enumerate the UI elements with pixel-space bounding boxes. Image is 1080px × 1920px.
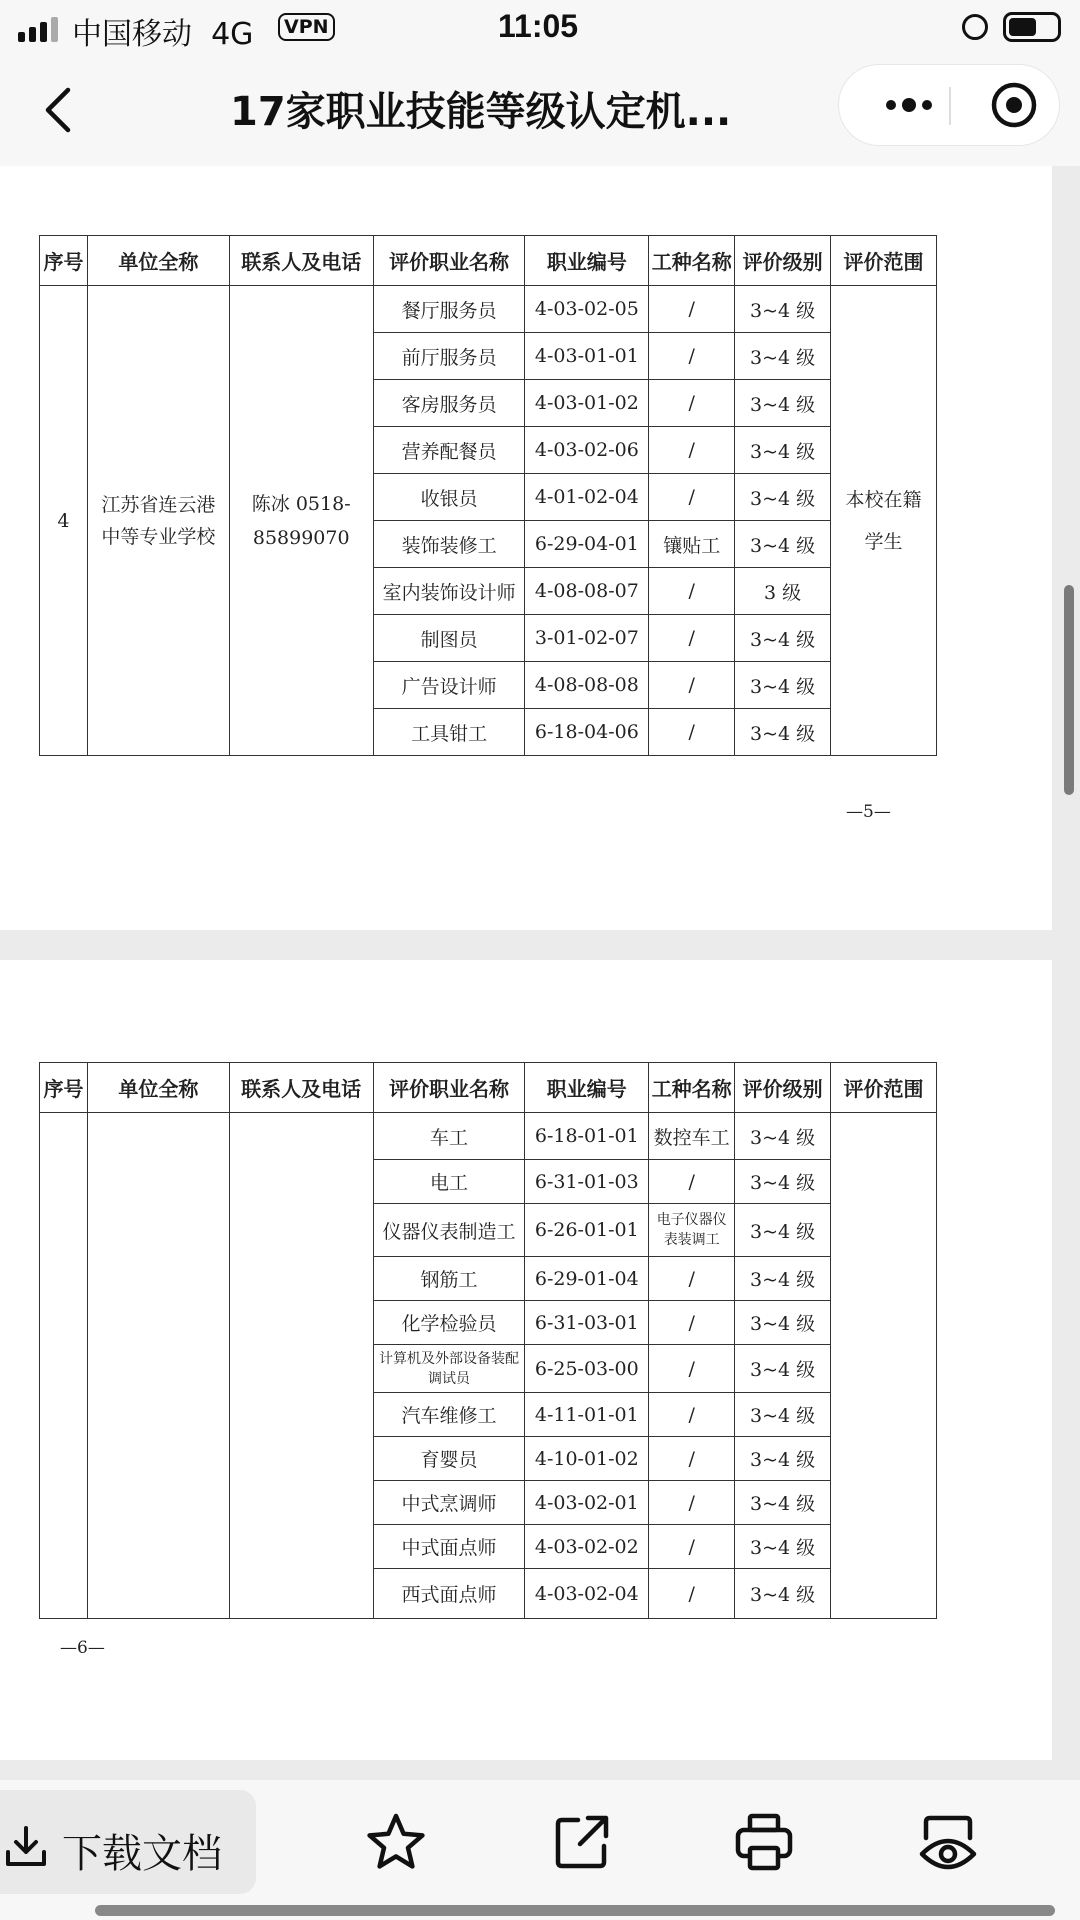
code-cell: 4-01-02-04: [525, 474, 649, 521]
occupation-cell: 收银员: [373, 474, 525, 521]
code-cell: 4-03-02-02: [525, 1525, 649, 1569]
occupation-cell: 汽车维修工: [373, 1393, 525, 1437]
occupation-cell: 装饰装修工: [373, 521, 525, 568]
type-cell: /: [649, 1393, 735, 1437]
code-cell: 4-10-01-02: [525, 1437, 649, 1481]
occupation-cell: 中式烹调师: [373, 1481, 525, 1525]
code-cell: 4-03-02-05: [525, 286, 649, 333]
header-unit: 单位全称: [87, 236, 229, 286]
header-seq: 序号: [40, 1063, 88, 1113]
level-cell: 3~4 级: [735, 333, 831, 380]
table-row: [40, 1113, 937, 1160]
type-cell: /: [649, 1525, 735, 1569]
header-type: 工种名称: [649, 236, 735, 286]
level-cell: 3~4 级: [735, 1257, 831, 1301]
level-cell: 3~4 级: [735, 380, 831, 427]
type-cell: /: [649, 1301, 735, 1345]
header-code: 职业编号: [525, 236, 649, 286]
occupation-cell: 钢筋工: [373, 1257, 525, 1301]
level-cell: 3~4 级: [735, 662, 831, 709]
share-icon[interactable]: [550, 1810, 614, 1874]
contact-cell: [229, 1113, 373, 1619]
level-cell: 3~4 级: [735, 1301, 831, 1345]
code-cell: 6-25-03-00: [525, 1345, 649, 1393]
contact-cell: 陈冰 0518-85899070: [229, 286, 373, 756]
level-cell: 3 级: [735, 568, 831, 615]
level-cell: 3~4 级: [735, 1481, 831, 1525]
home-indicator[interactable]: [95, 1905, 1055, 1916]
occupation-table-1: [39, 235, 937, 756]
unit-cell: [87, 1113, 229, 1619]
code-cell: 4-08-08-07: [525, 568, 649, 615]
more-icon[interactable]: [869, 65, 949, 145]
type-cell: /: [649, 427, 735, 474]
occupation-table-2: [39, 1062, 937, 1619]
header-occupation: 评价职业名称: [373, 236, 525, 286]
occupation-cell: 前厅服务员: [373, 333, 525, 380]
level-cell: 3~4 级: [735, 1160, 831, 1204]
level-cell: 3~4 级: [735, 286, 831, 333]
level-cell: 3~4 级: [735, 427, 831, 474]
occupation-cell: 仪器仪表制造工: [373, 1204, 525, 1257]
type-cell: 镶贴工: [649, 521, 735, 568]
download-button[interactable]: [0, 1790, 256, 1894]
scrollbar[interactable]: [1064, 585, 1074, 795]
bottom-toolbar: [0, 1780, 1080, 1920]
code-cell: 4-03-02-01: [525, 1481, 649, 1525]
unit-cell: 江苏省连云港中等专业学校: [87, 286, 229, 756]
table-row: [40, 286, 937, 333]
code-cell: 4-03-02-06: [525, 427, 649, 474]
page-number: —5—: [846, 802, 891, 822]
type-cell: /: [649, 568, 735, 615]
level-cell: 3~4 级: [735, 1204, 831, 1257]
clock: 11:05: [498, 8, 579, 44]
code-cell: 4-03-01-02: [525, 380, 649, 427]
type-cell: /: [649, 709, 735, 756]
level-cell: 3~4 级: [735, 1569, 831, 1619]
header-scope: 评价范围: [831, 236, 937, 286]
type-cell: /: [649, 1257, 735, 1301]
type-cell: /: [649, 380, 735, 427]
header-scope: 评价范围: [831, 1063, 937, 1113]
table-header-row: [40, 236, 937, 286]
status-bar: [0, 0, 1080, 58]
vpn-badge: VPN: [278, 13, 335, 41]
type-cell: /: [649, 615, 735, 662]
type-cell: /: [649, 474, 735, 521]
table-header-row: [40, 1063, 937, 1113]
battery-icon: [1003, 12, 1061, 42]
back-icon[interactable]: [30, 80, 90, 140]
occupation-cell: 西式面点师: [373, 1569, 525, 1619]
header-code: 职业编号: [525, 1063, 649, 1113]
level-cell: 3~4 级: [735, 474, 831, 521]
signal-icon: [18, 17, 58, 42]
header-occupation: 评价职业名称: [373, 1063, 525, 1113]
type-cell: /: [649, 1160, 735, 1204]
print-icon[interactable]: [732, 1810, 796, 1874]
occupation-cell: 室内装饰设计师: [373, 568, 525, 615]
seq-cell: 4: [40, 286, 88, 756]
seq-cell: [40, 1113, 88, 1619]
level-cell: 3~4 级: [735, 1393, 831, 1437]
document-page-6: [0, 960, 1052, 1760]
occupation-cell: 客房服务员: [373, 380, 525, 427]
download-label: 下载文档: [62, 1831, 222, 1877]
code-cell: 6-29-01-04: [525, 1257, 649, 1301]
level-cell: 3~4 级: [735, 1525, 831, 1569]
occupation-cell: 中式面点师: [373, 1525, 525, 1569]
occupation-cell: 车工: [373, 1113, 525, 1160]
network-label: 4G: [211, 17, 254, 52]
level-cell: 3~4 级: [735, 1345, 831, 1393]
download-icon: [2, 1822, 50, 1870]
code-cell: 6-18-01-01: [525, 1113, 649, 1160]
code-cell: 6-29-04-01: [525, 521, 649, 568]
code-cell: 6-18-04-06: [525, 709, 649, 756]
header-level: 评价级别: [735, 236, 831, 286]
code-cell: 4-08-08-08: [525, 662, 649, 709]
occupation-cell: 制图员: [373, 615, 525, 662]
target-icon[interactable]: [974, 65, 1054, 145]
code-cell: 4-11-01-01: [525, 1393, 649, 1437]
type-cell: /: [649, 1481, 735, 1525]
type-cell: /: [649, 1437, 735, 1481]
level-cell: 3~4 级: [735, 1437, 831, 1481]
type-cell: /: [649, 1345, 735, 1393]
occupation-cell: 工具钳工: [373, 709, 525, 756]
occupation-cell: 营养配餐员: [373, 427, 525, 474]
level-cell: 3~4 级: [735, 615, 831, 662]
header-unit: 单位全称: [87, 1063, 229, 1113]
header-seq: 序号: [40, 236, 88, 286]
occupation-cell: 电工: [373, 1160, 525, 1204]
scope-cell: 本校在籍学生: [831, 286, 937, 756]
carrier-label: 中国移动 4G: [72, 17, 254, 52]
type-cell: /: [649, 662, 735, 709]
capsule-divider: [949, 87, 951, 125]
code-cell: 4-03-02-04: [525, 1569, 649, 1619]
scope-cell: [831, 1113, 937, 1619]
header-contact: 联系人及电话: [229, 1063, 373, 1113]
page-title: 17家职业技能等级认定机...: [230, 89, 732, 135]
header-contact: 联系人及电话: [229, 236, 373, 286]
header-level: 评价级别: [735, 1063, 831, 1113]
occupation-cell: 计算机及外部设备装配调试员: [373, 1345, 525, 1393]
star-icon[interactable]: [364, 1810, 428, 1874]
code-cell: 6-31-03-01: [525, 1301, 649, 1345]
level-cell: 3~4 级: [735, 709, 831, 756]
code-cell: 4-03-01-01: [525, 333, 649, 380]
code-cell: 6-31-01-03: [525, 1160, 649, 1204]
type-cell: 电子仪器仪表装调工: [649, 1204, 735, 1257]
code-cell: 6-26-01-01: [525, 1204, 649, 1257]
nav-bar: [0, 58, 1080, 166]
occupation-cell: 广告设计师: [373, 662, 525, 709]
occupation-cell: 育婴员: [373, 1437, 525, 1481]
page-number: —6—: [60, 1638, 105, 1658]
type-cell: /: [649, 1569, 735, 1619]
document-page-5: [0, 166, 1052, 930]
occupation-cell: 餐厅服务员: [373, 286, 525, 333]
level-cell: 3~4 级: [735, 1113, 831, 1160]
view-icon[interactable]: [916, 1810, 980, 1874]
header-type: 工种名称: [649, 1063, 735, 1113]
level-cell: 3~4 级: [735, 521, 831, 568]
type-cell: /: [649, 286, 735, 333]
type-cell: 数控车工: [649, 1113, 735, 1160]
rotation-lock-icon: [962, 14, 988, 40]
type-cell: /: [649, 333, 735, 380]
mini-program-capsule: [838, 64, 1060, 146]
code-cell: 3-01-02-07: [525, 615, 649, 662]
occupation-cell: 化学检验员: [373, 1301, 525, 1345]
